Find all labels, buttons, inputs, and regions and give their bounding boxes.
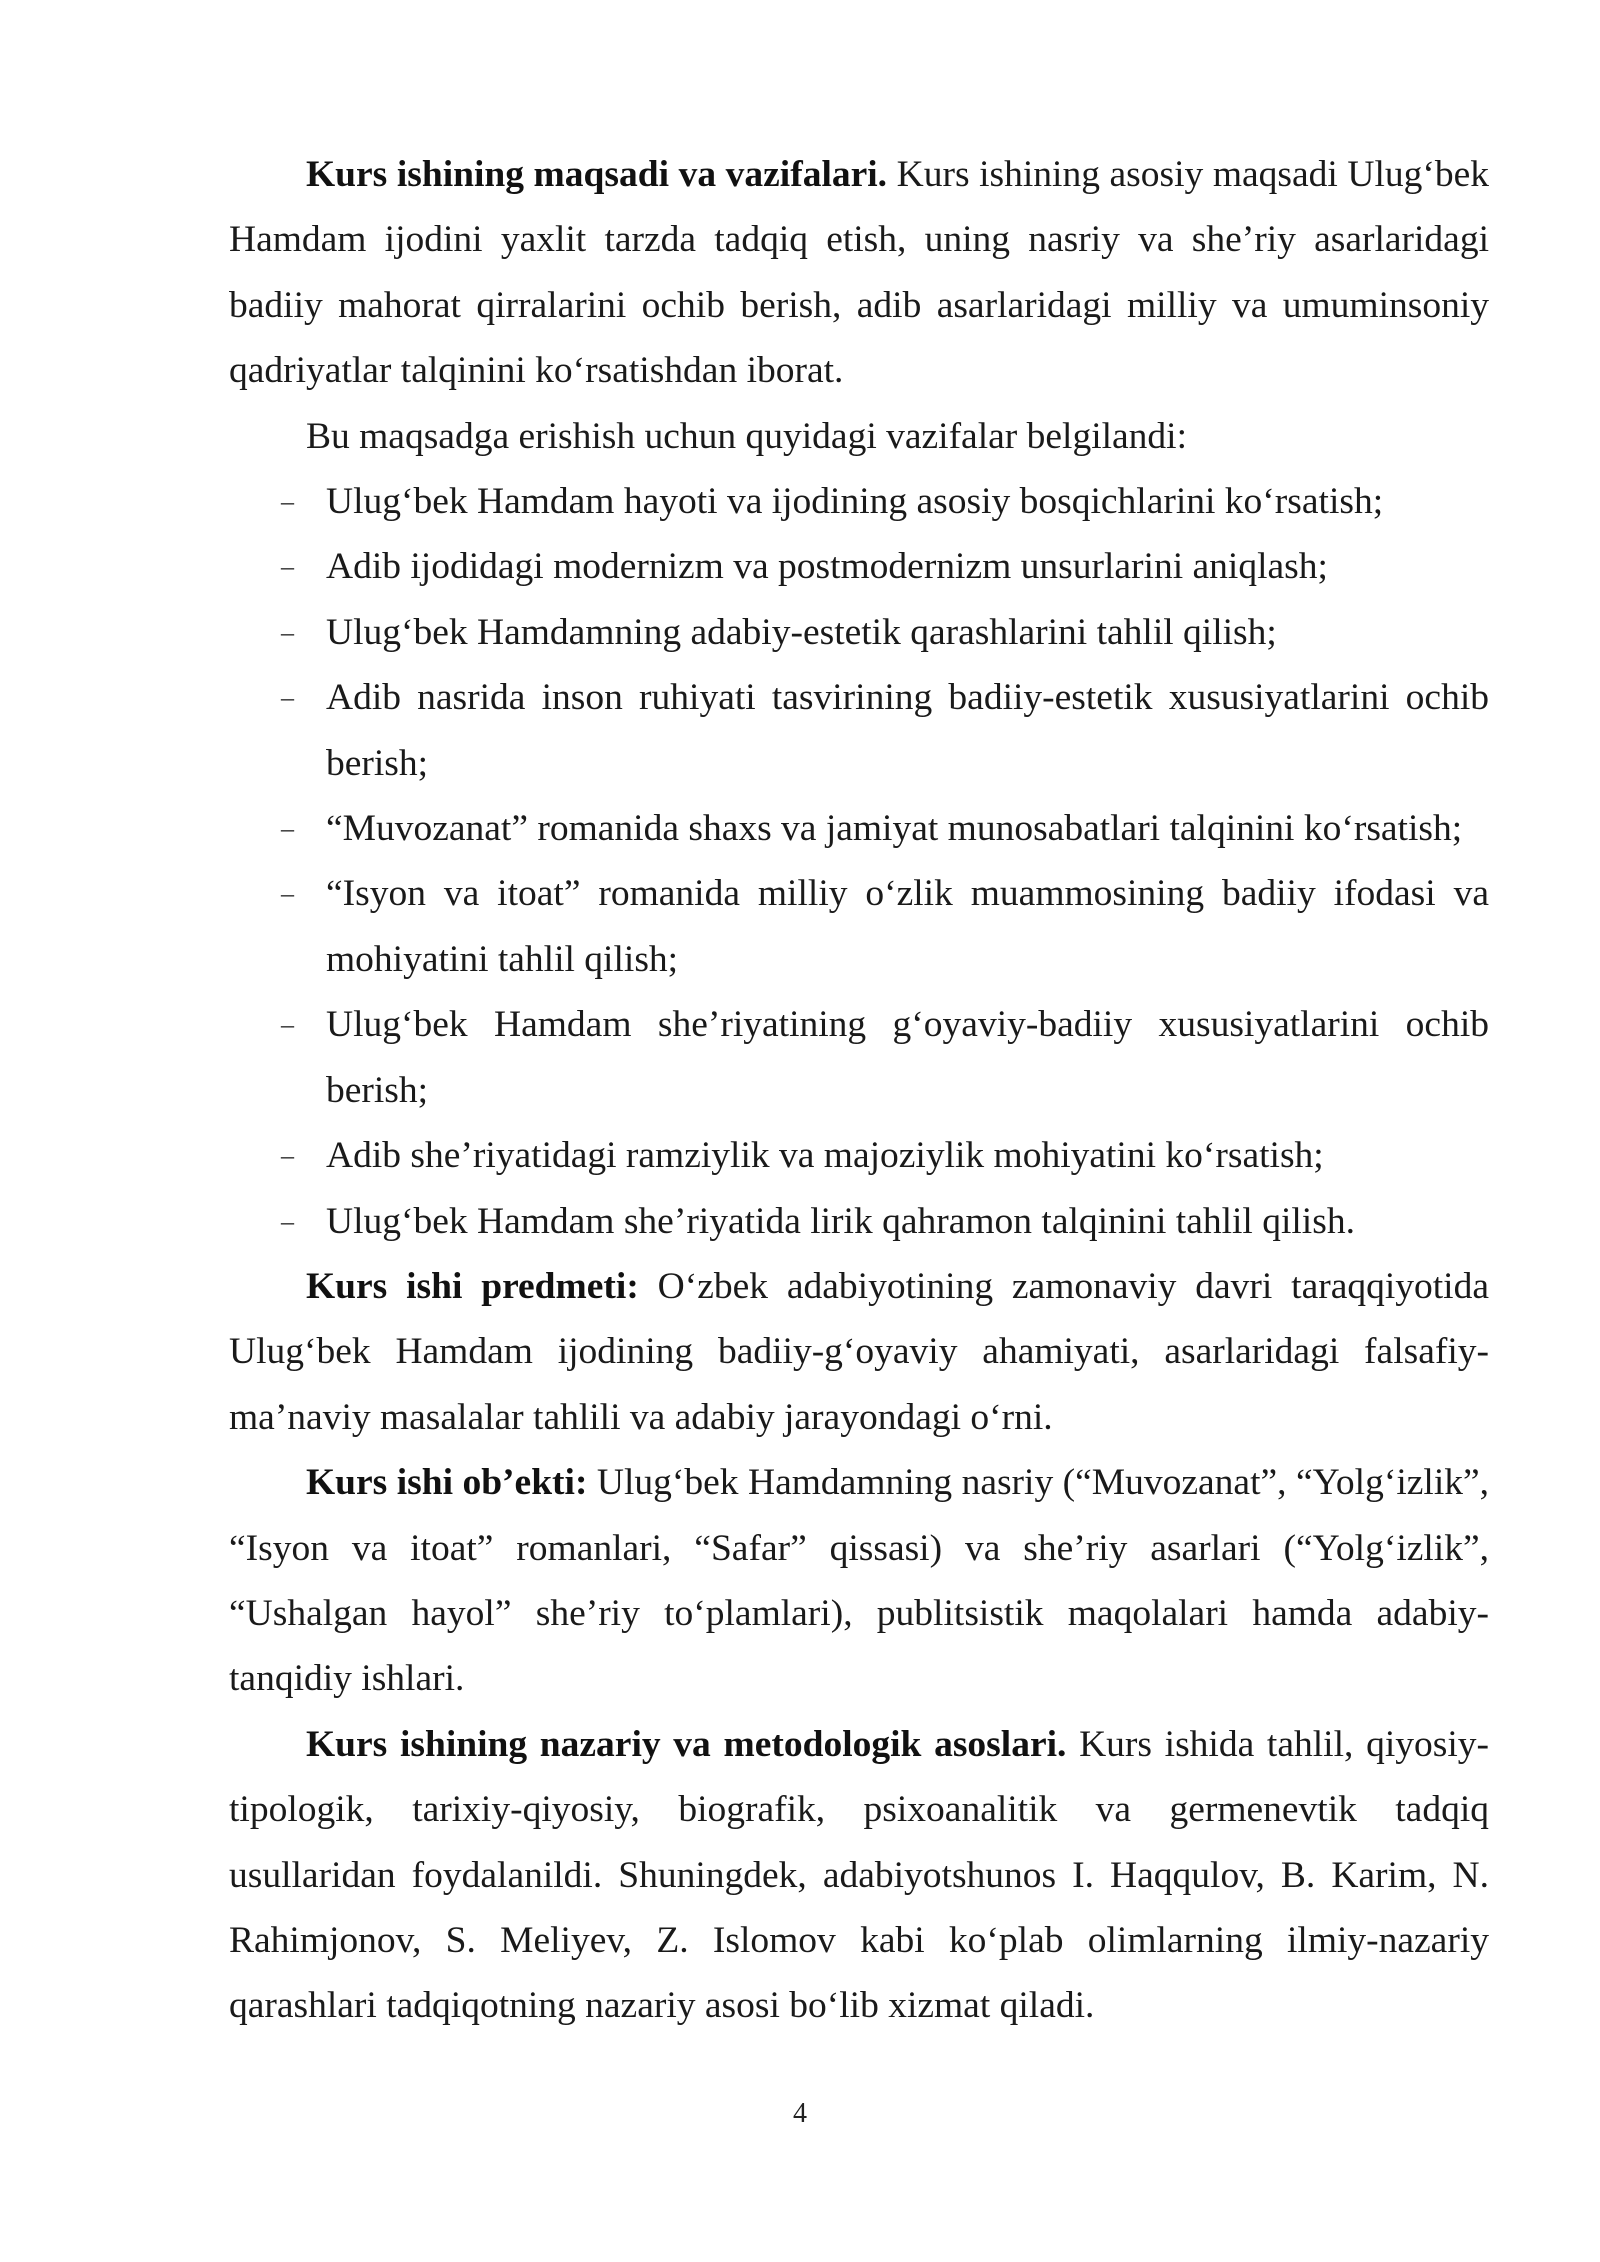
methodology-heading: Kurs ishining nazariy va metodologik asoslari. [306,1723,1067,1765]
task-text: Adib she’riyatidagi ramziylik va majoziylik mohiyatini ko‘rsatish; [326,1135,1324,1177]
task-item [229,600,1489,665]
dash-bullet: – [281,683,294,713]
object-heading: Kurs ishi ob’ekti: [306,1462,588,1504]
methodology-text: Kurs ishida tahlil, qiyosiy-tipologik, tarixiy-qiyosiy, biografik, psixoanalitik va germenevtik tadqiq usullaridan foydalanildi. Shuningdek, adabiyotshunos I. Haqqulov, B. Karim, N. Rahimjonov, S. Meliyev, Z. Islomov kabi ko‘plab olimlarning ilmiy-nazariy qarashlari tadqiqotning nazariy asosi bo‘lib xizmat qiladi. [229,1723,1489,2027]
dash-bullet: – [281,1141,294,1171]
task-item [229,534,1489,599]
subject-text: O‘zbek adabiyotining zamonaviy davri taraqqiyotida Ulug‘bek Hamdam ijodining badiiy-g‘oyaviy ahamiyati, asarlaridagi falsafiy-ma’naviy masalalar tahlili va adabiy jarayondagi o‘rni. [229,1265,1489,1438]
task-item [229,1189,1489,1254]
subject-paragraph [229,1254,1489,1450]
task-item [229,469,1489,534]
goals-text: Kurs ishining asosiy maqsadi Ulug‘bek Hamdam ijodini yaxlit tarzda tadqiq etish, uning nasriy va she’riy asarlaridagi badiiy mahorat qirralarini ochib berish, adib asarlaridagi milliy va umuminsoniy qadriyatlar talqinini ko‘rsatishdan iborat. [229,154,1489,392]
subject-heading: Kurs ishi predmeti: [306,1265,639,1307]
task-item [229,992,1489,1123]
goals-paragraph [229,142,1489,404]
task-item [229,665,1489,796]
dash-bullet: – [281,879,294,909]
dash-bullet: – [281,1010,294,1040]
object-text: Ulug‘bek Hamdamning nasriy (“Muvozanat”, “Yolg‘izlik”, “Isyon va itoat” romanlari, “Safar” qissasi) va she’riy asarlari (“Yolg‘izlik”, “Ushalgan hayol” she’riy to‘plamlari), publitsistik maqolalari hamda adabiy-tanqidiy ishlari. [229,1462,1490,1700]
dash-bullet: – [281,617,294,647]
task-text: Adib nasrida inson ruhiyati tasvirining badiiy-estetik xususiyatlarini ochib berish; [326,677,1489,784]
dash-bullet: – [281,1206,294,1236]
task-text: Ulug‘bek Hamdam she’riyatining g‘oyaviy-badiiy xususiyatlarini ochib berish; [326,1004,1489,1111]
tasks-intro: Bu maqsadga erishish uchun quyidagi vazifalar belgilandi: [306,415,1188,457]
dash-bullet: – [281,487,294,517]
dash-bullet: – [281,814,294,844]
methodology-paragraph [229,1712,1489,2039]
task-item [229,1123,1489,1188]
goals-heading: Kurs ishining maqsadi va vazifalari. [306,154,888,195]
task-text: Ulug‘bek Hamdam hayoti va ijodining asosiy bosqichlarini ko‘rsatish; [326,481,1384,523]
task-text: Ulug‘bek Hamdam she’riyatida lirik qahramon talqinini tahlil qilish. [326,1200,1355,1242]
tasks-list [229,469,1489,1254]
task-item [229,796,1489,861]
task-text: “Isyon va itoat” romanida milliy o‘zlik muammosining badiiy ifodasi va mohiyatini tahlil qilish; [326,873,1489,980]
page-number: 4 [793,2098,807,2129]
task-text: Adib ijodidagi modernizm va postmodernizm unsurlarini aniqlash; [326,546,1328,588]
task-text: “Muvozanat” romanida shaxs va jamiyat munosabatlari talqinini ko‘rsatish; [326,808,1463,850]
object-paragraph [229,1450,1489,1712]
dash-bullet: – [281,552,294,582]
task-item [229,861,1489,992]
document-page [229,142,1489,2039]
task-text: Ulug‘bek Hamdamning adabiy-estetik qarashlarini tahlil qilish; [326,611,1277,653]
